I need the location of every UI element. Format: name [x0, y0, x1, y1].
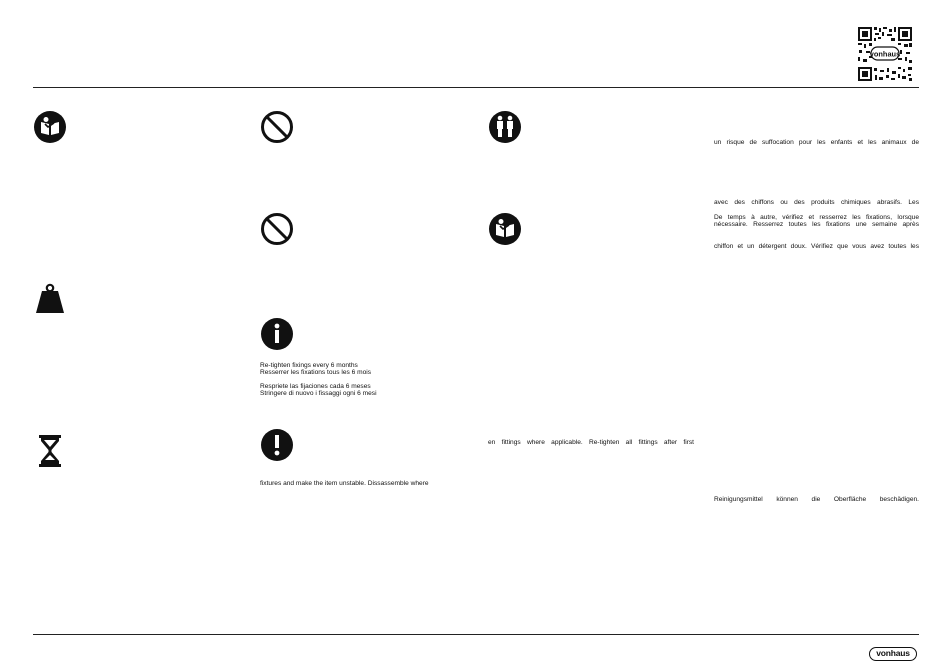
col4-line-3: De temps à autre, vérifiez et resserrez les fixations, lorsque: [714, 214, 919, 221]
qr-logo-text: vonhaus: [869, 49, 901, 59]
warning-exclamation-icon: [260, 428, 294, 462]
header-divider: [33, 87, 919, 88]
info-line-fr: Resserrer les fixations tous les 6 mois: [260, 369, 372, 376]
hourglass-icon: [33, 434, 67, 468]
brand-logo: vonhaus: [869, 647, 917, 661]
info-line-en: Re-tighten fixings every 6 months: [260, 362, 358, 369]
two-person-assembly-icon: [488, 110, 522, 144]
info-line-it: Stringere di nuovo i fissaggi ogni 6 mesi: [260, 390, 377, 397]
weight-icon: [33, 281, 67, 315]
col4-line-6: Reinigungsmittel können die Oberfläche beschädigen.: [714, 496, 919, 503]
prohibited-icon: [260, 212, 294, 246]
footer-divider: [33, 634, 919, 635]
col4-line-5: chiffon et un détergent doux. Vérifiez que vous avez toutes les: [714, 243, 919, 250]
prohibited-icon: [260, 110, 294, 144]
fittings-text: en fittings where applicable. Re-tighten all fittings after first: [488, 439, 694, 446]
info-icon: [260, 317, 294, 351]
read-manual-icon: [488, 212, 522, 246]
col4-line-1: un risque de suffocation pour les enfants et les animaux de: [714, 139, 919, 146]
col4-line-4: nécessaire. Resserrez toutes les fixations une semaine après: [714, 221, 919, 228]
read-manual-icon: [33, 110, 67, 144]
info-line-es: Respriete las fijaciones cada 6 meses: [260, 383, 371, 390]
warning-text: fixtures and make the item unstable. Dissassemble where: [260, 480, 429, 487]
col4-line-2: avec des chiffons ou des produits chimiques abrasifs. Les: [714, 199, 919, 206]
qr-code[interactable]: [857, 26, 913, 82]
